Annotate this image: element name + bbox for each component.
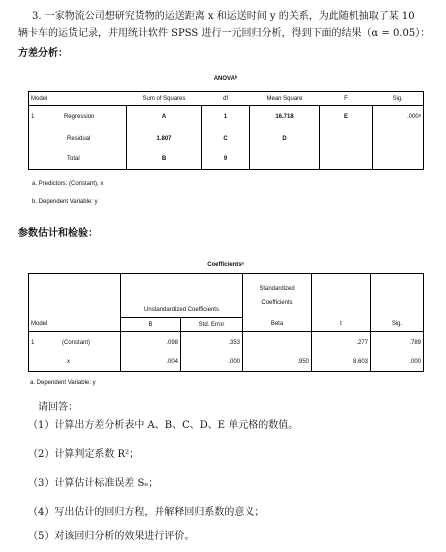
anova-row-label <box>29 128 127 150</box>
coef-row-label <box>29 354 121 372</box>
anova-cell-ss: A <box>127 106 202 128</box>
coefficients-title: Coefficientsᵃ <box>207 262 244 268</box>
anova-heading: 方差分析： <box>18 48 68 59</box>
coef-group-standardized-line2: Coefficients <box>261 299 293 306</box>
anova-col-sig: Sig. <box>373 92 424 106</box>
anova-col-model: Model <box>29 92 127 106</box>
anova-col-f: F <box>320 92 373 106</box>
coef-col-model: Model <box>29 318 121 332</box>
anova-cell-f <box>320 128 373 150</box>
question-2: （2）计算判定系数 R²； <box>28 449 140 460</box>
anova-cell-sig <box>373 150 424 170</box>
anova-row-label <box>29 106 127 128</box>
anova-note-predictors: a. Predictors: (Constant), x <box>32 181 104 187</box>
anova-row-regression <box>29 106 424 128</box>
anova-cell-ss: B <box>127 150 202 170</box>
coef-col-se: Std. Error <box>181 318 243 332</box>
coef-col-beta: Beta <box>243 318 312 332</box>
anova-row-total <box>29 150 424 170</box>
coef-constant-label: (Constant) <box>62 339 91 346</box>
coef-col-sig: Sig. <box>371 318 424 332</box>
anova-cell-sig <box>373 128 424 150</box>
problem-line-1: 3. 一家物流公司想研究货物的运送距离 x 和运送时间 y 的关系，为此随机抽取了某 10 <box>32 11 415 22</box>
problem-statement <box>18 8 438 42</box>
question-5: （5）对该回归分析的效果进行评价。 <box>28 531 195 542</box>
coef-header-row <box>29 318 424 332</box>
anova-cell-ss: 1.807 <box>127 128 202 150</box>
anova-cell-df: 9 <box>202 150 250 170</box>
anova-cell-df: C <box>202 128 250 150</box>
question-3: （3）计算估计标准误差 Sₑ； <box>28 478 159 489</box>
coef-group-header-row <box>29 274 424 318</box>
coef-col-t: t <box>312 318 371 332</box>
question-4: （4）写出估计的回归方程，并解释回归系数的意义； <box>28 507 265 518</box>
coef-cell-se: .353 <box>181 332 243 354</box>
coef-cell-t: 8.603 <box>312 354 371 372</box>
coef-cell-sig: .000 <box>371 354 424 372</box>
anova-cell-f: E <box>320 106 373 128</box>
coef-col-b: B <box>121 318 181 332</box>
anova-cell-sig: .000ᵃ <box>373 106 424 128</box>
coef-cell-b: .098 <box>121 332 181 354</box>
anova-regression-label: Regression <box>64 113 95 120</box>
coef-cell-se: .000 <box>181 354 243 372</box>
anova-title: ANOVAᵇ <box>213 76 238 82</box>
anova-table <box>28 91 424 170</box>
anova-col-ss: Sum of Squares <box>127 92 202 106</box>
coef-group-standardized-line1: Standardized <box>259 285 295 292</box>
coef-row-x <box>29 354 424 372</box>
coef-row-constant <box>29 332 424 354</box>
coef-model-number: 1 <box>31 339 35 346</box>
questions-prompt: 请回答： <box>38 402 78 413</box>
anova-cell-df: 1 <box>202 106 250 128</box>
anova-row-residual <box>29 128 424 150</box>
anova-residual-label: Residual <box>67 135 91 142</box>
coef-group-standardized <box>243 274 312 318</box>
anova-row-label <box>29 150 127 170</box>
anova-col-df: df <box>202 92 250 106</box>
coef-row-label <box>29 332 121 354</box>
anova-total-label: Total <box>67 156 80 163</box>
coef-cell-beta <box>243 332 312 354</box>
anova-cell-ms: 16.718 <box>250 106 320 128</box>
anova-cell-f <box>320 150 373 170</box>
coefficients-table <box>28 273 424 372</box>
coef-cell-beta: .950 <box>243 354 312 372</box>
anova-cell-ms: D <box>250 128 320 150</box>
coefficients-heading: 参数估计和检验： <box>18 228 98 239</box>
anova-col-ms: Mean Square <box>250 92 320 106</box>
anova-header-row <box>29 92 424 106</box>
problem-line-2: 辆卡车的运货记录，并用统计软件 SPSS 进行一元回归分析，得到下面的结果（α = 0.05）： <box>18 28 431 39</box>
coefficients-note: a. Dependent Variable: y <box>30 380 96 386</box>
coef-cell-t: .277 <box>312 332 371 354</box>
coef-x-label: x <box>67 359 70 366</box>
anova-cell-ms <box>250 150 320 170</box>
coef-group-unstandardized: Unstandardized Coefficients <box>121 274 243 318</box>
question-1: （1）计算出方差分析表中 A、B、C、D、E 单元格的数值。 <box>28 420 299 431</box>
coef-cell-sig: .789 <box>371 332 424 354</box>
coef-cell-b: .004 <box>121 354 181 372</box>
anova-note-dependent: b. Dependent Variable: y <box>32 199 98 205</box>
anova-model-number: 1 <box>31 113 35 120</box>
